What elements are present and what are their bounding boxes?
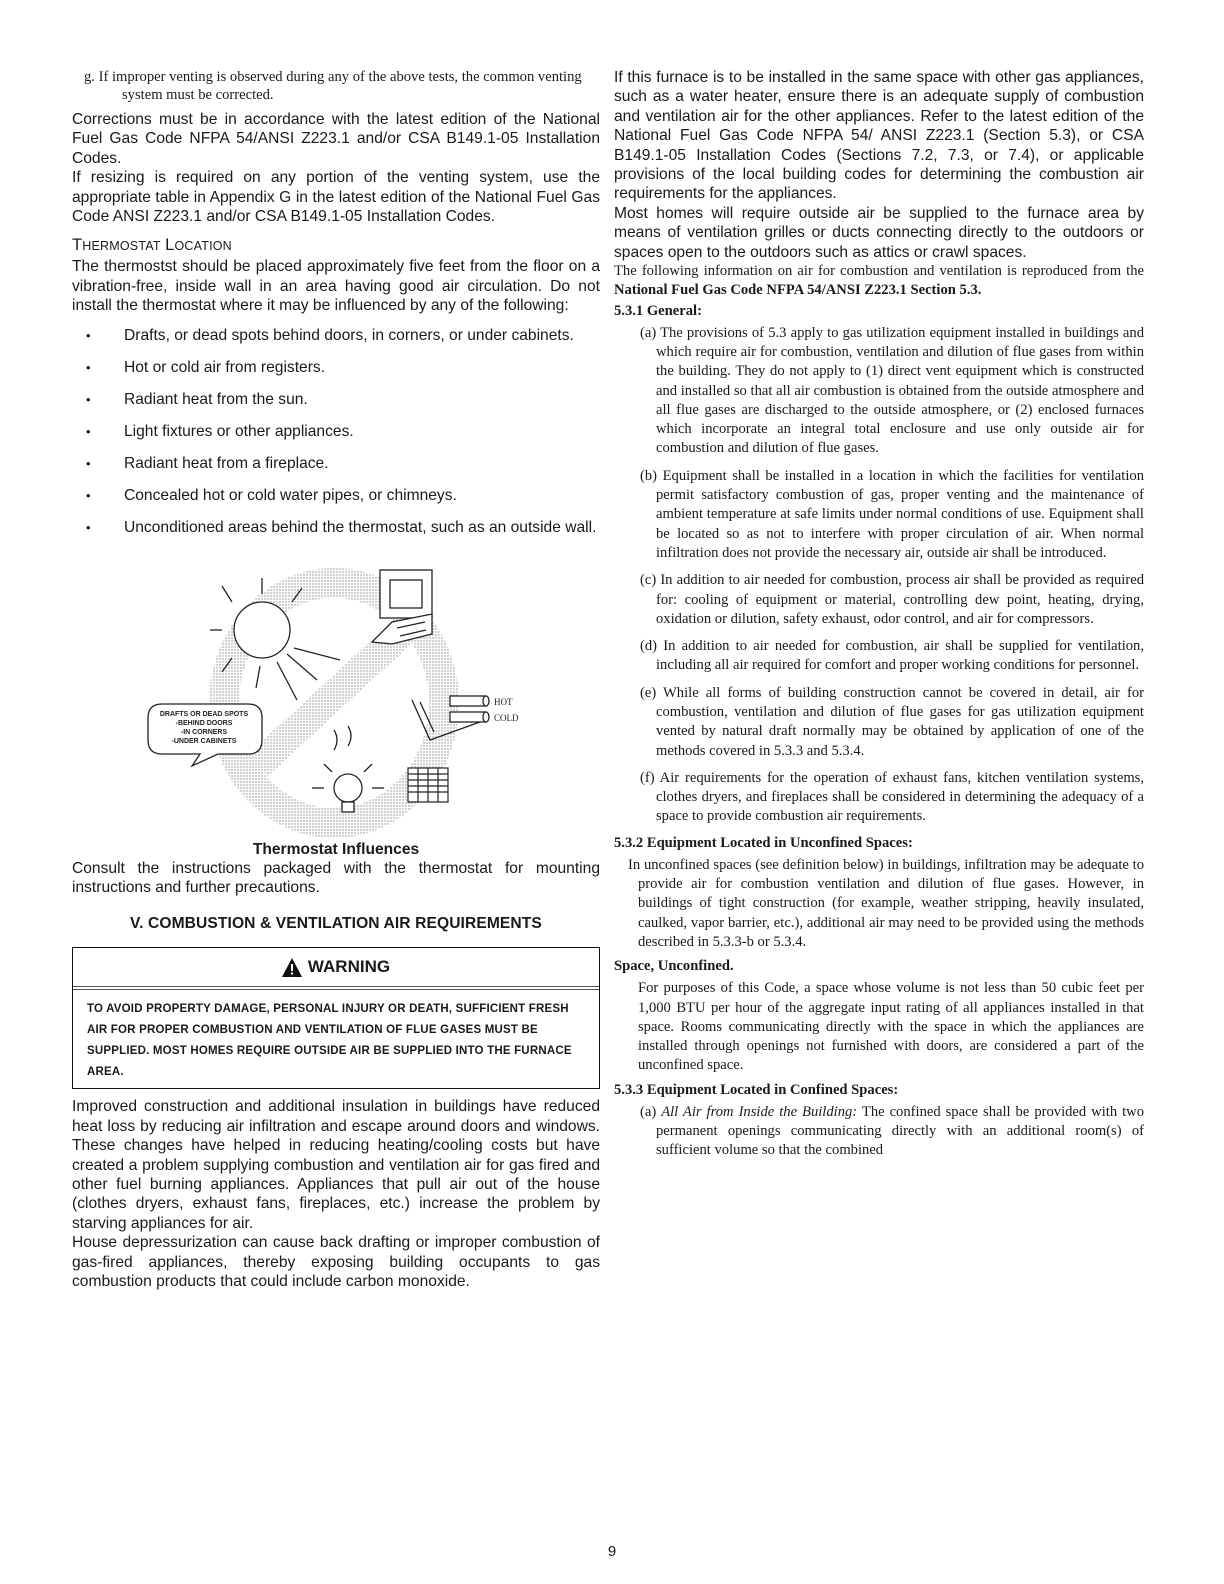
- para-most-homes: Most homes will require outside air be supplied to the furnace area by means of ventilation grilles or ducts connecting directly to the outdoors or spaces open to the outdoors such as attics or crawl spaces.: [614, 204, 1144, 261]
- reproduced-text: The following information on air for combustion and ventilation is reproduced from the: [614, 263, 1144, 280]
- fireplace-icon: [372, 570, 432, 644]
- item-g: g. If improper venting is observed during any of the above tests, the common venting system must be corrected.: [84, 69, 582, 103]
- para-same-space: If this furnace is to be installed in the same space with other gas appliances, such as a water heater, ensure there is an adequate supply of combustion and ventilation air for the other appliances. Refer to the latest edition of the National Fuel Gas Code NFPA 54/ ANSI Z223.1 (Section 5.3), or CSA B149.1-05 Installation Codes (Sections 7.2, 7.3, or 7.4), or applicable provisions of the local building codes for determining the combustion air requirements for the appliances.: [614, 69, 1144, 203]
- page-number: 9: [607, 1543, 617, 1560]
- list-item: • Radiant heat from the sun.: [124, 390, 600, 410]
- item-533-a-title: All Air from Inside the Building:: [661, 1103, 858, 1120]
- warning-label: WARNING: [307, 957, 391, 977]
- item-531-d: (d) In addition to air needed for combustion, air shall be supplied for ventilation, including all air required for comfort and proper working conditions for personnel.: [640, 638, 1144, 674]
- warning-icon: [282, 958, 302, 977]
- list-item: • Concealed hot or cold water pipes, or chimneys.: [124, 486, 600, 506]
- para-house: House depressurization can cause back drafting or improper combustion of gas-fired appliances, thereby exposing building occupants to gas combustion products that could include carbon monoxide.: [72, 1234, 600, 1290]
- list-item: • Hot or cold air from registers.: [124, 358, 600, 378]
- right-column: [614, 68, 1144, 1169]
- figure-illustration: [72, 550, 600, 840]
- thermostat-influences-figure: [72, 550, 600, 840]
- list-item: • Unconditioned areas behind the thermostat, such as an outside wall.: [124, 518, 600, 538]
- heading-533: 5.3.3 Equipment Located in Confined Spaces:: [614, 1081, 899, 1098]
- item-533-a: (a) All Air from Inside the Building: The confined space shall be provided with two permanent openings communicating directly with an additional room(s) of sufficient volume so that the combined: [640, 1103, 1144, 1159]
- register-icon: [408, 768, 448, 802]
- warning-header: [73, 948, 599, 990]
- figure-caption: Thermostat Influences: [252, 840, 420, 858]
- item-531-a: (a) The provisions of 5.3 apply to gas utilization equipment installed in buildings and which require air for combustion, ventilation and dilution of flue gases from within the building. They do not apply to (1) direct vent equipment which is constructed and installed so that all air combustion is obtained from the outside atmosphere and all flue gases are discharged to the outside atmosphere, or (2) enclosed furnaces which incorporate an integral total enclosure and use only outside air for combustion and dilution of flue gases.: [640, 324, 1144, 457]
- bubble-line-3: -IN CORNERS: [180, 728, 228, 736]
- heading-unconfined: Space, Unconfined.: [614, 958, 734, 975]
- list-item: • Radiant heat from a fireplace.: [124, 454, 600, 474]
- section-title: V. COMBUSTION & VENTILATION AIR REQUIREMENTS: [130, 914, 542, 932]
- hot-label: HOT: [494, 696, 513, 707]
- item-531-c: (c) In addition to air needed for combustion, process air shall be provided as required for: cooling of equipment or material, controlling dew point, heating, drying, oxidation or dilution, safety exhaust, odor control, and air for compressors.: [640, 572, 1144, 627]
- item-531-f: (f) Air requirements for the operation of exhaust fans, kitchen ventilation systems, clothes dryers, and fireplaces shall be considered in determining the adequacy of a space to provide combustion air requirements.: [640, 769, 1144, 825]
- para-improved: Improved construction and additional insulation in buildings have reduced heat loss by reducing air infiltration and escape around doors and windows. These changes have helped in reducing heating/cooling costs but have created a problem supplying combustion and ventilation air for gas fired and other fuel burning appliances. Appliances that pull air out of the house (clothes dryers, exhaust fans, fireplaces, etc.) increase the problem by starving appliances for air.: [72, 1098, 600, 1232]
- influence-list: [72, 326, 600, 538]
- para-unconfined: For purposes of this Code, a space whose volume is not less than 50 cubic feet per 1,000 BTU per hour of the aggregate input rating of all appliances installed in that space. Rooms communicating directly with the space in which the appliances are installed through openings not furnished with doors, are considered a part of the unconfined space.: [638, 980, 1144, 1074]
- item-531-e: (e) While all forms of building construction cannot be covered in detail, air for combustion, ventilation and dilution of flue gases for gas utilization equipment vented by natural draft normally may be obtained by application of one of the methods covered in 5.3.3 and 5.3.4.: [640, 684, 1144, 759]
- reproduced-source: National Fuel Gas Code NFPA 54/ANSI Z223.1 Section 5.3.: [614, 282, 982, 299]
- bubble-line-1: DRAFTS OR DEAD SPOTS: [159, 710, 249, 718]
- heading-thermostat-location: THERMOSTAT LOCATION: [72, 236, 232, 255]
- heading-531: 5.3.1 General:: [614, 302, 702, 319]
- left-column: [72, 68, 600, 1291]
- para-532: In unconfined spaces (see definition below) in buildings, infiltration may be adequate to provide air for combustion ventilation and dilution of flue gases. However, in buildings of tight construction (for example, weather stripping, heavily insulated, caulked, vapor barrier, etc.), additional air may need to be provided using the methods described in 5.3.3-b or 5.3.4.: [628, 856, 1144, 950]
- bubble-line-4: -UNDER CABINETS: [171, 737, 237, 745]
- bubble-line-2: -BEHIND DOORS: [175, 719, 233, 727]
- para-resizing: If resizing is required on any portion of the venting system, use the appropriate table in Appendix G in the latest edition of the National Fuel Gas Code ANSI Z223.1 and/or CSA B149.1-05 Installation Codes.: [72, 169, 600, 226]
- para-corrections: Corrections must be in accordance with the latest edition of the National Fuel Gas Code NFPA 54/ANSI Z223.1 and/or CSA B149.1-05 Installation Codes.: [72, 111, 600, 167]
- para-consult: Consult the instructions packaged with the thermostat for mounting instructions and further precautions.: [72, 860, 600, 897]
- warning-box: [72, 947, 600, 1089]
- list-item: • Light fixtures or other appliances.: [124, 422, 600, 442]
- item-533-a-text: The confined space shall be provided with two permanent openings communicating directly with an additional room(s) of sufficient volume so that the combined: [656, 1103, 1144, 1159]
- cold-label: COLD: [494, 712, 519, 723]
- heading-532: 5.3.2 Equipment Located in Unconfined Spaces:: [614, 834, 913, 851]
- para-reproduced: [614, 262, 1144, 301]
- item-531-b: (b) Equipment shall be installed in a location in which the facilities for ventilation permit satisfactory combustion of gas, proper venting and the maintenance of ambient temperature at safe limits under normal conditions of use. Equipment shall be located so as not to interfere with proper circulation of air. When normal infiltration does not provide the necessary air, outside air shall be introduced.: [640, 467, 1144, 561]
- para-thermostat: The thermostst should be placed approximately five feet from the floor on a vibration-free, inside wall in an area having good air circulation. Do not install the thermostat where it may be influenced by any of the following:: [72, 258, 600, 315]
- warning-text: TO AVOID PROPERTY DAMAGE, PERSONAL INJURY OR DEATH, SUFFICIENT FRESH AIR FOR PROPER COMBUSTION AND VENTILATION OF FLUE GASES MUST BE SUPPLIED. MOST HOMES REQUIRE OUTSIDE AIR BE SUPPLIED INTO THE FURNACE AREA.: [87, 1003, 572, 1079]
- list-item: • Drafts, or dead spots behind doors, in corners, or under cabinets.: [124, 326, 600, 346]
